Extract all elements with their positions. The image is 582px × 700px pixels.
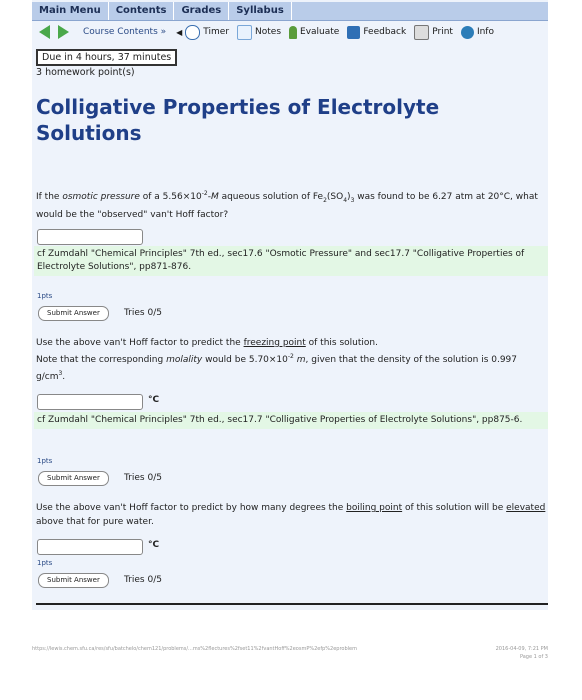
footer-date: 2016-04-09, 7:21 PM bbox=[495, 646, 548, 652]
main-menu-bar bbox=[32, 2, 548, 21]
answer-input-3[interactable] bbox=[37, 539, 143, 555]
answer-input-2[interactable] bbox=[37, 394, 143, 410]
answer-input-1[interactable] bbox=[37, 229, 143, 245]
notes-button[interactable] bbox=[237, 25, 281, 40]
print-button[interactable] bbox=[414, 25, 453, 40]
info-button[interactable] bbox=[461, 26, 494, 39]
feedback-label: Feedback bbox=[363, 27, 407, 37]
print-label: Print bbox=[432, 27, 453, 37]
evaluate-label: Evaluate bbox=[300, 27, 340, 37]
footer-url: https://lewis.chem.sfu.ca/res/sfu/batchelo/chem121/problems/...ms%2flectures%2fset11%2fvantHoff%2eosmP%2efp%2eproblem bbox=[32, 646, 357, 652]
evaluate-button[interactable] bbox=[289, 26, 339, 39]
page-title: Colligative Properties of Electrolyte Solutions bbox=[36, 95, 440, 145]
notes-icon bbox=[237, 25, 252, 40]
content-divider bbox=[36, 603, 548, 609]
question-2-text: Use the above van't Hoff factor to predict the freezing point of this solution. Note that the corresponding molality would be $5.70\times 10^{-2}$ m, given that the density of the solution is 0.997 $g/cm^3$. bbox=[36, 338, 518, 382]
forward-arrow-icon[interactable] bbox=[58, 25, 69, 39]
tries-2: Tries 0/5 bbox=[124, 473, 162, 483]
printer-icon bbox=[414, 25, 429, 40]
menu-contents[interactable]: Contents bbox=[109, 2, 175, 20]
feedback-icon bbox=[347, 26, 360, 39]
back-arrow-icon[interactable] bbox=[39, 25, 50, 39]
notes-label: Notes bbox=[255, 27, 282, 37]
submit-answer-button-2[interactable]: Submit Answer bbox=[38, 471, 109, 486]
course-contents-link[interactable]: Course Contents » bbox=[83, 27, 167, 37]
triangle-left-icon: ◀ bbox=[176, 27, 183, 37]
question-1-text: If the osmotic pressure of a $5.56\times 10^{-2}-M$ aqueous solution of $Fe_2(SO_4)_3$ was found to be 6.27 atm at 20°C, what would be the "observed" van't Hoff factor? bbox=[36, 190, 538, 220]
unit-celsius-3: °C bbox=[148, 540, 160, 550]
toolbar bbox=[32, 22, 548, 42]
homework-points: 3 homework point(s) bbox=[36, 67, 135, 78]
tries-3: Tries 0/5 bbox=[124, 575, 162, 585]
stopwatch-icon bbox=[185, 25, 200, 40]
due-status: Due in 4 hours, 37 minutes bbox=[36, 49, 177, 66]
menu-grades[interactable]: Grades bbox=[174, 2, 229, 20]
submit-answer-button-1[interactable]: Submit Answer bbox=[38, 306, 109, 321]
evaluate-icon bbox=[289, 26, 297, 39]
reference-2: cf Zumdahl "Chemical Principles" 7th ed., sec17.7 "Colligative Properties of Electrolyte Solutions", pp875-6. bbox=[34, 412, 548, 429]
question-3-text: Use the above van't Hoff factor to predict by how many degrees the boiling point of this solution will be elevated above that for pure water. bbox=[36, 503, 546, 527]
menu-main[interactable]: Main Menu bbox=[32, 2, 109, 20]
unit-celsius-2: °C bbox=[148, 395, 160, 405]
timer-label: Timer bbox=[203, 27, 230, 37]
footer-page: Page 1 of 3 bbox=[519, 654, 548, 660]
reference-1: cf Zumdahl "Chemical Principles" 7th ed., sec17.6 "Osmotic Pressure" and sec17.7 "Colligative Properties of Electrolyte Solutions", pp871-876. bbox=[34, 246, 548, 276]
points-1: 1pts bbox=[37, 292, 53, 300]
points-3: 1pts bbox=[37, 559, 53, 567]
submit-answer-button-3[interactable]: Submit Answer bbox=[38, 573, 109, 588]
menu-syllabus[interactable]: Syllabus bbox=[229, 2, 292, 20]
info-icon bbox=[461, 26, 474, 39]
tries-1: Tries 0/5 bbox=[124, 308, 162, 318]
timer-button[interactable] bbox=[176, 25, 229, 40]
feedback-button[interactable] bbox=[347, 26, 406, 39]
problem-page bbox=[32, 0, 548, 610]
points-2: 1pts bbox=[37, 457, 53, 465]
info-label: Info bbox=[476, 27, 494, 37]
